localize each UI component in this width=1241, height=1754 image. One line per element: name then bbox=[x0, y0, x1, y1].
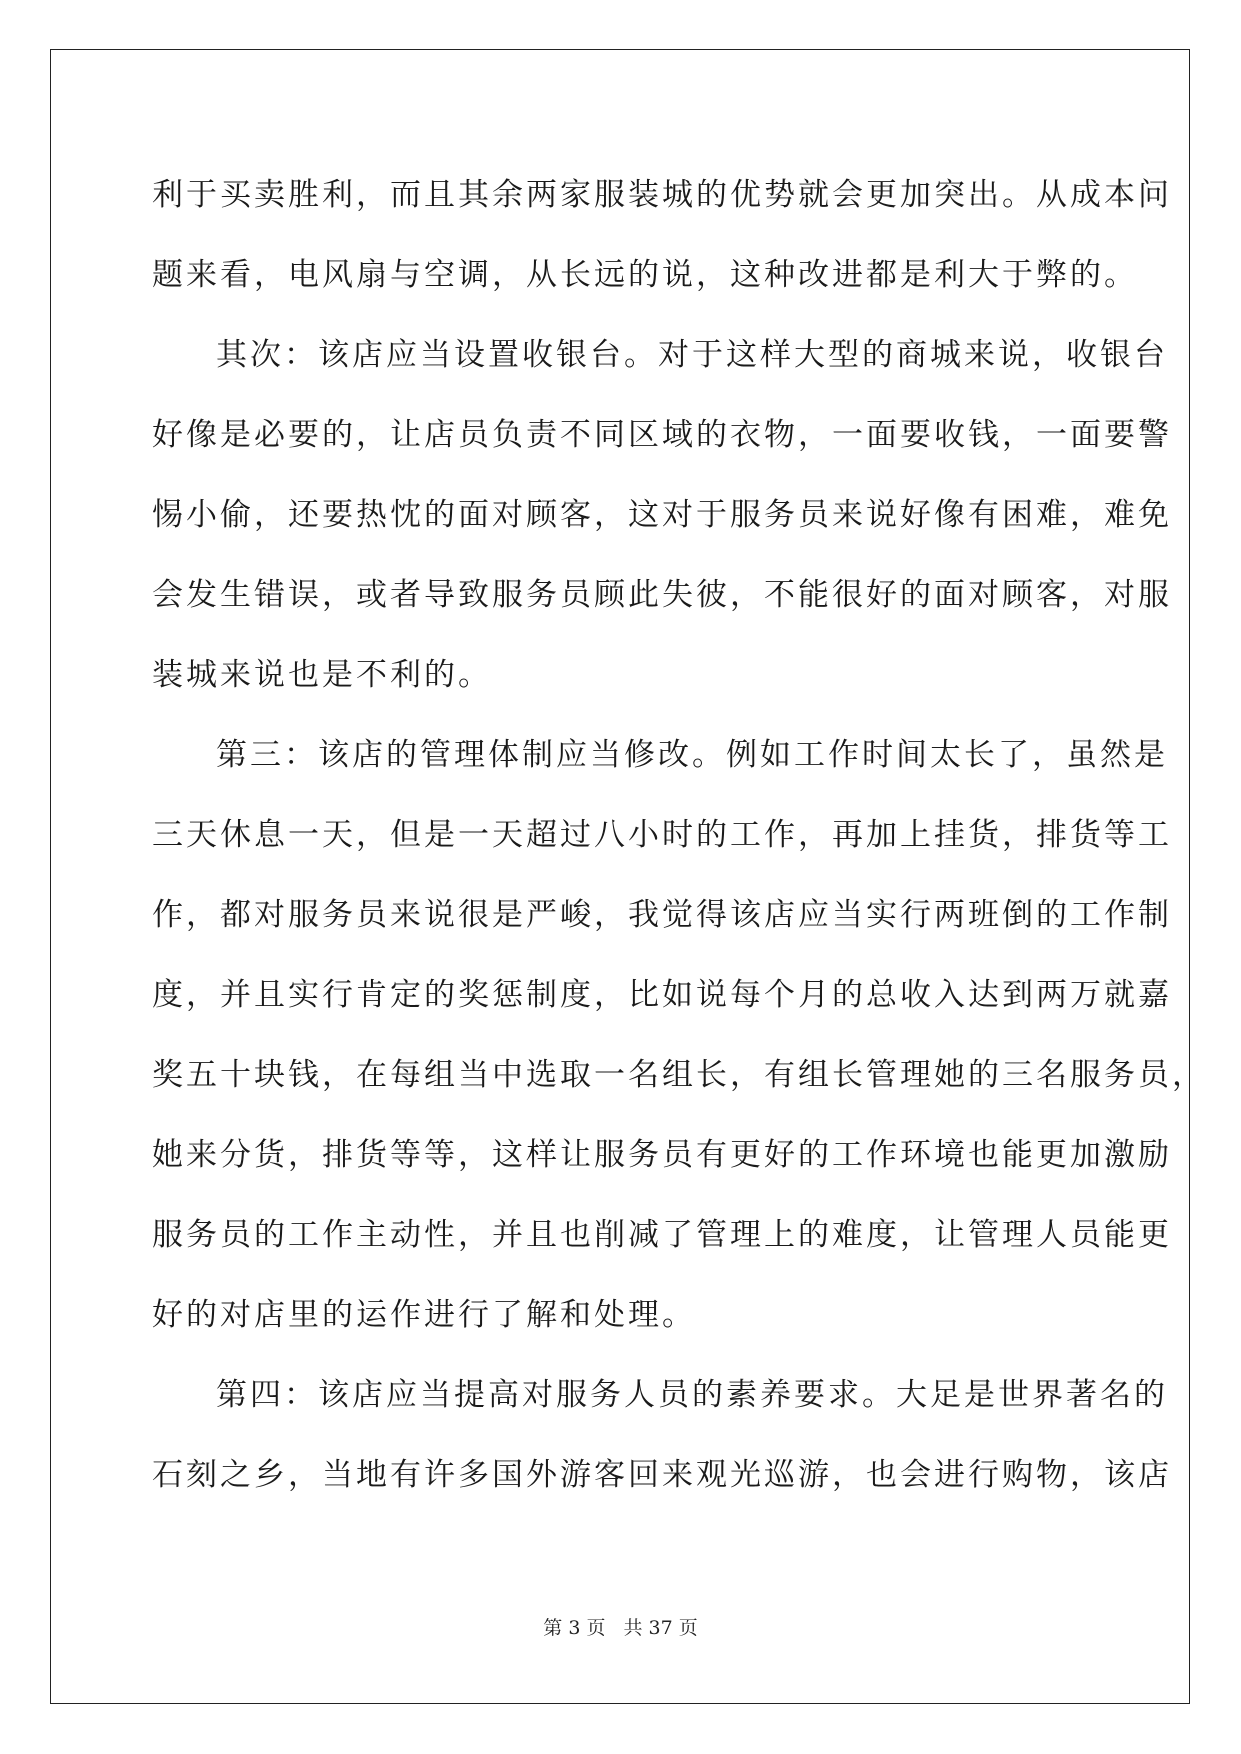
text-line: 好的对店里的运作进行了解和处理。 bbox=[152, 1297, 696, 1333]
page-total: 共 37 页 bbox=[623, 1617, 698, 1639]
text-line: 奖五十块钱，在每组当中选取一名组长，有组长管理她的三名服务员， bbox=[152, 1057, 1206, 1093]
text-line: 好像是必要的，让店员负责不同区域的衣物，一面要收钱，一面要警 bbox=[152, 417, 1172, 453]
text-line: 服务员的工作主动性，并且也削减了管理上的难度，让管理人员能更 bbox=[152, 1217, 1172, 1253]
text-line: 利于买卖胜利，而且其余两家服装城的优势就会更加突出。从成本问 bbox=[152, 177, 1172, 213]
text-line: 第四：该店应当提高对服务人员的素养要求。大足是世界著名的 bbox=[216, 1377, 1168, 1413]
text-line: 会发生错误，或者导致服务员顾此失彼，不能很好的面对顾客，对服 bbox=[152, 577, 1172, 613]
page-number: 第 3 页 bbox=[543, 1617, 606, 1639]
text-line: 装城来说也是不利的。 bbox=[152, 657, 492, 693]
text-line: 第三：该店的管理体制应当修改。例如工作时间太长了，虽然是 bbox=[216, 737, 1168, 773]
text-line: 石刻之乡，当地有许多国外游客回来观光巡游，也会进行购物，该店 bbox=[152, 1457, 1172, 1493]
text-line: 她来分货，排货等等，这样让服务员有更好的工作环境也能更加激励 bbox=[152, 1137, 1172, 1173]
document-body bbox=[152, 155, 1206, 1515]
text-line: 度，并且实行肯定的奖惩制度，比如说每个月的总收入达到两万就嘉 bbox=[152, 977, 1172, 1013]
text-line: 其次：该店应当设置收银台。对于这样大型的商城来说，收银台 bbox=[216, 337, 1168, 373]
text-line: 作，都对服务员来说很是严峻，我觉得该店应当实行两班倒的工作制 bbox=[152, 897, 1172, 933]
text-line: 三天休息一天，但是一天超过八小时的工作，再加上挂货，排货等工 bbox=[152, 817, 1172, 853]
text-line: 题来看，电风扇与空调，从长远的说，这种改进都是利大于弊的。 bbox=[152, 257, 1138, 293]
page-footer bbox=[0, 1613, 1241, 1640]
text-line: 惕小偷，还要热忱的面对顾客，这对于服务员来说好像有困难，难免 bbox=[152, 497, 1172, 533]
